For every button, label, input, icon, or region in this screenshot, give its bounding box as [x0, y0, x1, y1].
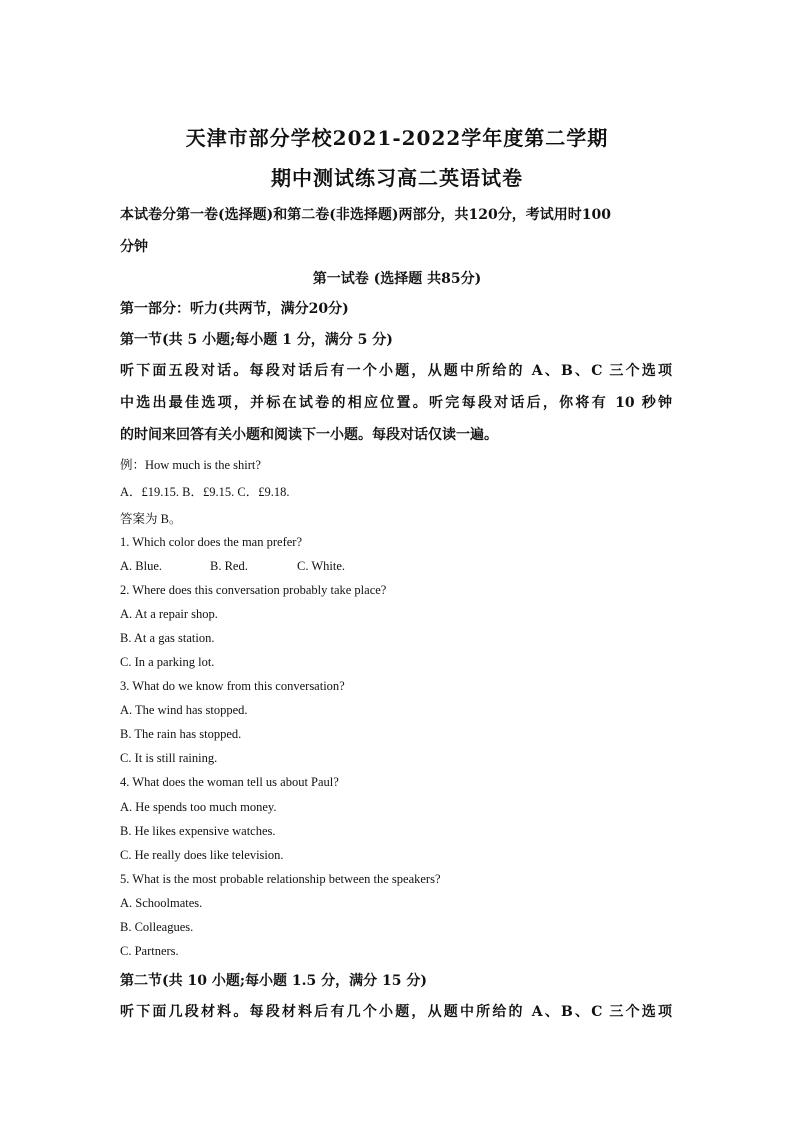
q2-option-b: B. At a gas station.: [120, 631, 215, 645]
section1-heading: 第一节(共 5 小题;每小题 1 分，满分 5 分): [120, 332, 393, 348]
example-question: 例：How much is the shirt?: [120, 458, 261, 472]
intro-line-2: 分钟: [120, 239, 148, 255]
q1-options: [120, 559, 672, 574]
section2-instruction: 听下面几段材料。每段材料后有几个小题，从题中所给的 A、B、C 三个选项: [120, 1004, 672, 1020]
q5-option-a: A. Schoolmates.: [120, 896, 203, 910]
q4-option-b: B. He likes expensive watches.: [120, 824, 276, 838]
section1-instruction-1: 听下面五段对话。每段对话后有一个小题，从题中所给的 A、B、C 三个选项: [120, 363, 672, 379]
section2-heading: 第二节(共 10 小题;每小题 1.5 分，满分 15 分): [120, 973, 427, 989]
q5-question: 5. What is the most probable relationship between the speakers?: [120, 872, 441, 886]
q1-option-c: C. White.: [297, 559, 346, 573]
intro-line-1: 本试卷分第一卷(选择题)和第二卷(非选择题)两部分，共120分，考试用时100: [120, 207, 611, 223]
q1-option-a: A. Blue.: [120, 559, 163, 573]
q5-option-b: B. Colleagues.: [120, 920, 194, 934]
exam-title: 天津市部分学校2021-2022学年度第二学期: [185, 126, 609, 150]
q3-option-b: B. The rain has stopped.: [120, 727, 242, 741]
q5-option-c: C. Partners.: [120, 944, 179, 958]
q1-question: 1. Which color does the man prefer?: [120, 535, 302, 549]
part1-heading: 第一部分：听力(共两节，满分20分): [120, 301, 349, 317]
q1-option-b: B. Red.: [210, 559, 248, 573]
q4-option-a: A. He spends too much money.: [120, 800, 277, 814]
volume1-heading: 第一试卷 (选择题 共85分): [312, 271, 482, 287]
q2-option-c: C. In a parking lot.: [120, 655, 215, 669]
q4-option-c: C. He really does like television.: [120, 848, 284, 862]
q2-option-a: A. At a repair shop.: [120, 607, 218, 621]
section1-instruction-2: 中选出最佳选项，并标在试卷的相应位置。听完每段对话后，你将有 10 秒钟: [120, 395, 672, 411]
example-options: A．£19.15. B．£9.15. C．£9.18.: [120, 485, 290, 499]
q3-question: 3. What do we know from this conversation?: [120, 679, 345, 693]
q3-option-a: A. The wind has stopped.: [120, 703, 248, 717]
q2-question: 2. Where does this conversation probably take place?: [120, 583, 387, 597]
example-answer: 答案为 B。: [120, 512, 182, 526]
q3-option-c: C. It is still raining.: [120, 751, 218, 765]
exam-subtitle: 期中测试练习高二英语试卷: [271, 166, 523, 190]
section1-instruction-3: 的时间来回答有关小题和阅读下一小题。每段对话仅读一遍。: [120, 427, 498, 443]
q4-question: 4. What does the woman tell us about Paul?: [120, 775, 339, 789]
